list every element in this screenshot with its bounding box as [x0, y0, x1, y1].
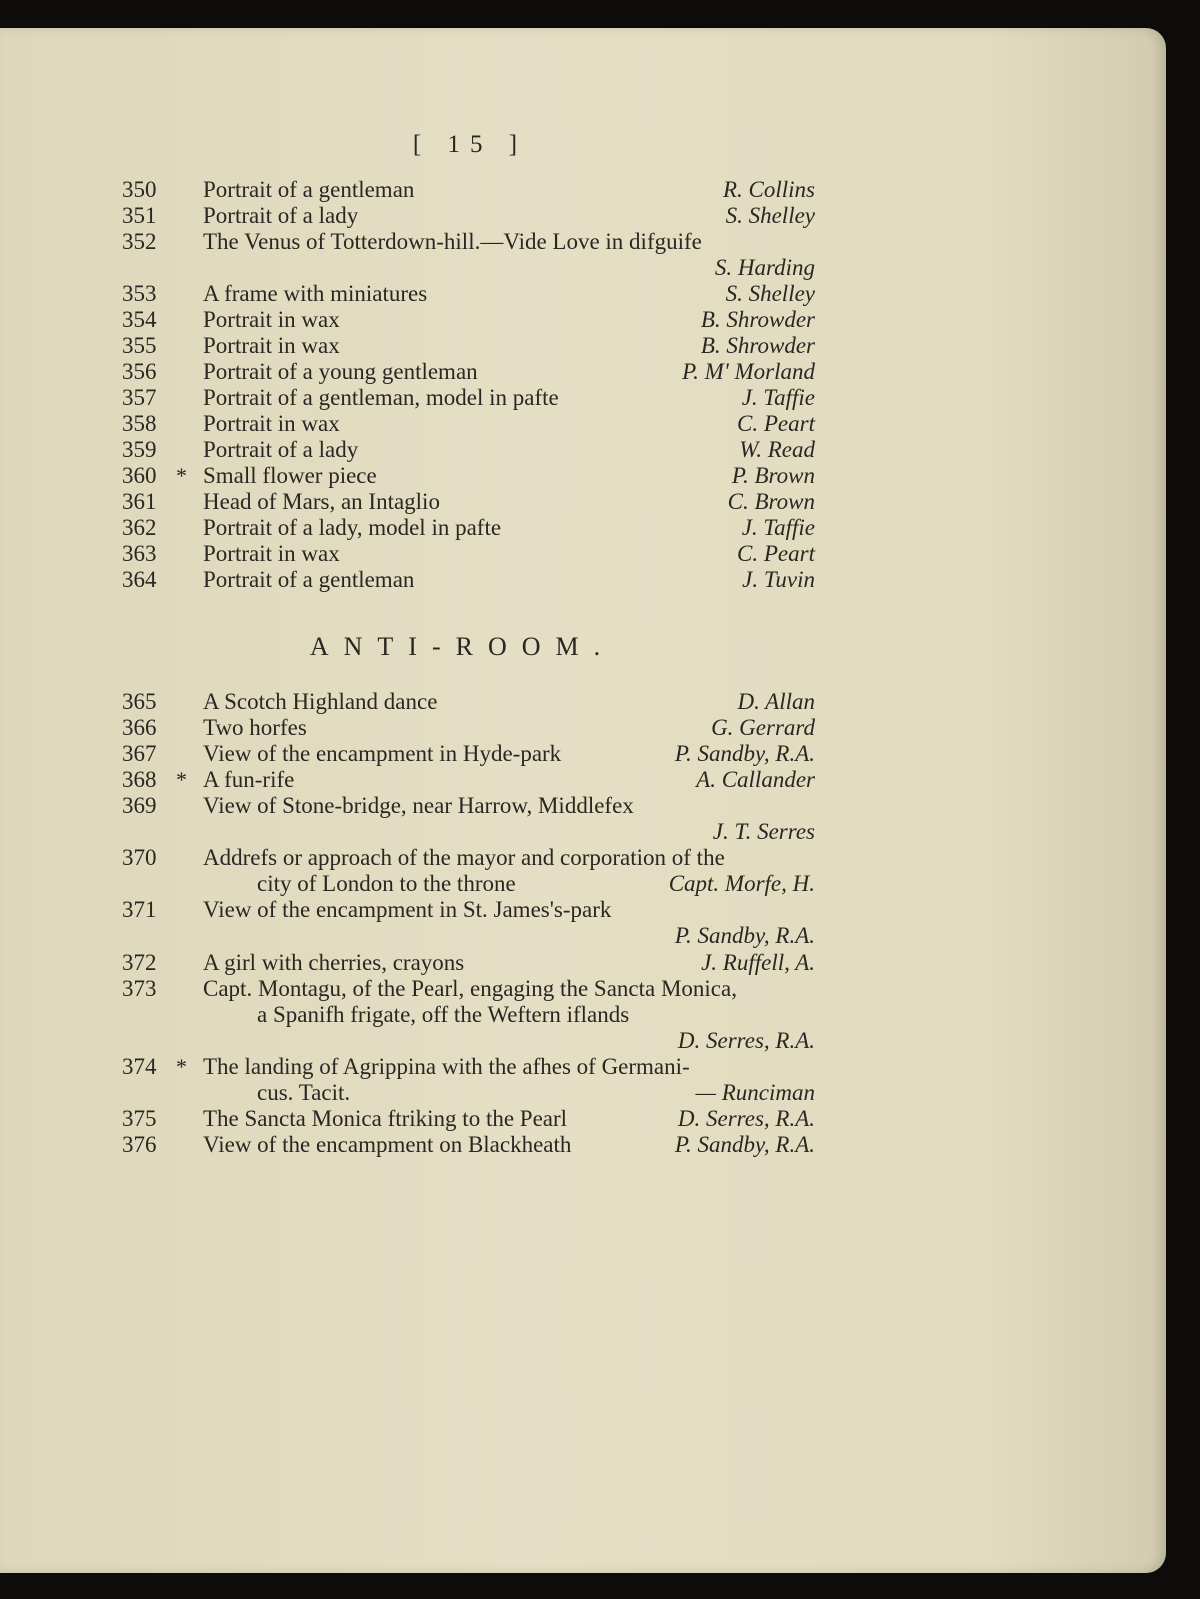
entry-number: 353: [122, 281, 157, 306]
entry-title: Portrait of a gentleman: [203, 177, 415, 202]
entry-artist: S. Shelley: [725, 203, 815, 228]
entry-number: 363: [122, 541, 157, 566]
entry-title: Portrait of a lady: [203, 203, 359, 228]
entry-title: A fun-rife: [203, 767, 295, 792]
entry-number: 375: [122, 1106, 157, 1131]
entry-number: 371: [122, 897, 157, 922]
entry-number: 355: [122, 333, 157, 358]
entry-artist: — Runciman: [695, 1080, 815, 1105]
entry-artist: P. Sandby, R.A.: [674, 741, 815, 766]
entry-number: 351: [122, 203, 157, 228]
entry-number: 364: [122, 567, 157, 592]
entry-title: Portrait in wax: [203, 307, 340, 332]
entry-artist: S. Harding: [714, 255, 815, 280]
entry-title: Portrait of a young gentleman: [203, 359, 478, 384]
entry-number: 352: [122, 229, 157, 254]
entry-artist: S. Shelley: [725, 281, 815, 306]
entry-number: 361: [122, 489, 157, 514]
entry-number: 358: [122, 411, 157, 436]
entry-title: View of the encampment in St. James's-park: [203, 897, 612, 922]
entry-artist: P. Sandby, R.A.: [674, 1132, 815, 1157]
entry-artist: P. M' Morland: [682, 359, 815, 384]
entry-title: Portrait of a lady: [203, 437, 359, 462]
catalogue-entry: [0, 565, 1200, 595]
entry-number: 373: [122, 976, 157, 1001]
entry-number: 369: [122, 793, 157, 818]
entry-artist: G. Gerrard: [711, 715, 815, 740]
entry-artist: Capt. Morfe, H.: [668, 871, 815, 896]
entry-title: Head of Mars, an Intaglio: [203, 489, 440, 514]
entry-artist: J. T. Serres: [712, 819, 815, 844]
entry-title: A frame with miniatures: [203, 281, 428, 306]
entry-number: 367: [122, 741, 157, 766]
entry-title: Portrait in wax: [203, 411, 340, 436]
page-number: [ 15 ]: [412, 131, 528, 158]
entry-artist: W. Read: [739, 437, 815, 462]
entry-title: Small flower piece: [203, 463, 377, 488]
entry-artist: J. Tuvin: [742, 567, 815, 592]
entry-artist: R. Collins: [722, 177, 815, 202]
entry-artist: C. Peart: [737, 411, 815, 436]
entry-artist: D. Allan: [737, 689, 815, 714]
entry-artist: B. Shrowder: [700, 333, 815, 358]
entry-title: The Venus of Totterdown-hill.—Vide Love in difguife: [203, 229, 702, 254]
entry-number: 370: [122, 845, 157, 870]
entry-title: Portrait of a gentleman: [203, 567, 415, 592]
entry-artist: B. Shrowder: [700, 307, 815, 332]
entry-number: 374: [122, 1054, 157, 1079]
entry-number: 366: [122, 715, 157, 740]
entry-title: View of the encampment in Hyde-park: [203, 741, 562, 766]
entry-number: 376: [122, 1132, 157, 1157]
asterisk-mark: *: [176, 767, 187, 792]
catalogue-entry: [0, 1130, 1200, 1160]
entry-title: The landing of Agrippina with the afhes of Germani-: [203, 1054, 690, 1079]
entry-title: Capt. Montagu, of the Pearl, engaging the Sancta Monica,: [203, 976, 737, 1001]
entry-number: 350: [122, 177, 157, 202]
entry-number: 368: [122, 767, 157, 792]
entry-number: 357: [122, 385, 157, 410]
entry-number: 362: [122, 515, 157, 540]
entry-number: 360: [122, 463, 157, 488]
entry-artist: J. Taffie: [741, 385, 815, 410]
section-heading: ANTI-ROOM.: [309, 632, 616, 661]
entry-artist: J. Ruffell, A.: [701, 950, 815, 975]
entry-title: cus. Tacit.: [257, 1080, 351, 1105]
entry-title: Addrefs or approach of the mayor and corporation of the: [203, 845, 725, 870]
entry-title: A girl with cherries, crayons: [203, 950, 465, 975]
entry-title: Portrait in wax: [203, 541, 340, 566]
entry-title: Two horfes: [203, 715, 307, 740]
asterisk-mark: *: [176, 1054, 187, 1079]
entry-artist: C. Peart: [737, 541, 815, 566]
entry-number: 354: [122, 307, 157, 332]
entry-title: The Sancta Monica ftriking to the Pearl: [203, 1106, 568, 1131]
entry-number: 365: [122, 689, 157, 714]
entry-artist: C. Brown: [727, 489, 815, 514]
entry-title: Portrait of a lady, model in pafte: [203, 515, 502, 540]
asterisk-mark: *: [176, 463, 187, 488]
entry-title: View of the encampment on Blackheath: [203, 1132, 572, 1157]
entry-number: 372: [122, 950, 157, 975]
entry-title: View of Stone-bridge, near Harrow, Middlefex: [203, 793, 634, 818]
entry-artist: J. Taffie: [741, 515, 815, 540]
entry-title: a Spanifh frigate, off the Weftern iflands: [257, 1002, 630, 1027]
entry-title: Portrait in wax: [203, 333, 340, 358]
entry-number: 356: [122, 359, 157, 384]
entry-title: Portrait of a gentleman, model in pafte: [203, 385, 559, 410]
entry-artist: D. Serres, R.A.: [677, 1028, 815, 1053]
entry-artist: A. Callander: [696, 767, 815, 792]
entry-artist: P. Sandby, R.A.: [674, 923, 815, 948]
entry-title: A Scotch Highland dance: [203, 689, 438, 714]
entry-artist: D. Serres, R.A.: [677, 1106, 815, 1131]
entry-number: 359: [122, 437, 157, 462]
catalogue-entry: [0, 921, 1200, 951]
entry-artist: P. Brown: [731, 463, 815, 488]
entry-title: city of London to the throne: [257, 871, 516, 896]
